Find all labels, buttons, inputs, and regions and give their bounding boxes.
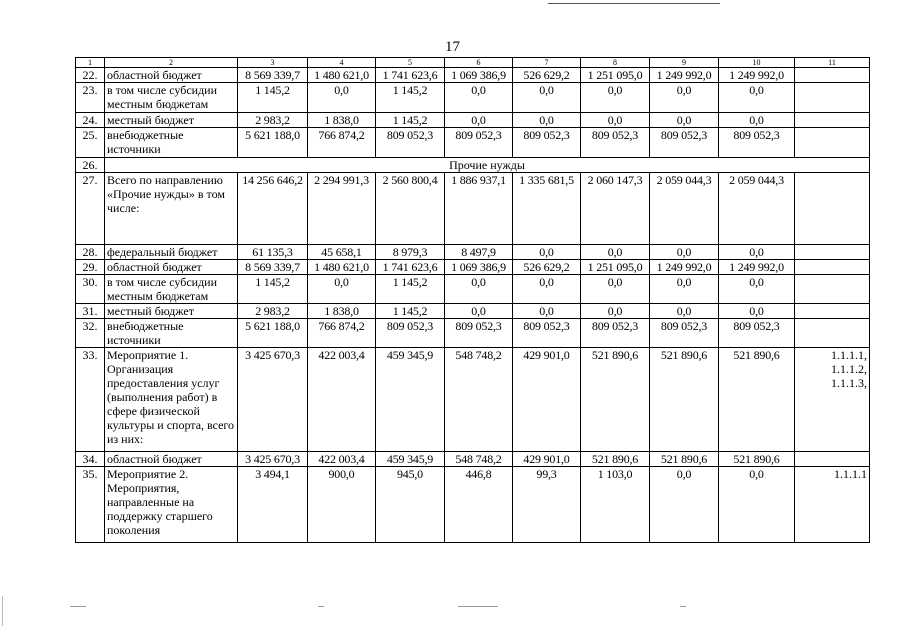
- row-number: 22.: [76, 68, 105, 83]
- budget-table: [75, 57, 870, 543]
- value-cell: 548 748,2: [445, 452, 513, 467]
- value-cell: 1 145,2: [376, 83, 445, 113]
- row-number: 29.: [76, 260, 105, 275]
- reference-cell: 1.1.1.1, 1.1.1.2, 1.1.1.3,: [795, 348, 870, 452]
- value-cell: 2 983,2: [238, 304, 308, 319]
- table-row: [76, 319, 870, 348]
- value-cell: 0,0: [719, 113, 795, 128]
- row-number: 35.: [76, 467, 105, 543]
- value-cell: 0,0: [445, 275, 513, 304]
- col-header: 5: [376, 58, 445, 68]
- value-cell: 0,0: [581, 245, 650, 260]
- value-cell: 2 560 800,4: [376, 173, 445, 245]
- row-label: областной бюджет: [105, 452, 238, 467]
- reference-cell: [795, 319, 870, 348]
- table-row: [76, 83, 870, 113]
- value-cell: 99,3: [513, 467, 581, 543]
- table-row: [76, 452, 870, 467]
- value-cell: 809 052,3: [445, 128, 513, 158]
- col-header: 1: [76, 58, 105, 68]
- value-cell: 446,8: [445, 467, 513, 543]
- value-cell: 422 003,4: [308, 452, 376, 467]
- value-cell: 0,0: [581, 83, 650, 113]
- value-cell: 0,0: [719, 467, 795, 543]
- row-number: 28.: [76, 245, 105, 260]
- value-cell: 1 335 681,5: [513, 173, 581, 245]
- value-cell: 1 249 992,0: [650, 260, 719, 275]
- row-label: внебюджетные источники: [105, 128, 238, 158]
- value-cell: 809 052,3: [445, 319, 513, 348]
- row-number: 32.: [76, 319, 105, 348]
- top-rule: [548, 3, 720, 4]
- value-cell: 0,0: [308, 83, 376, 113]
- section-title: Прочие нужды: [105, 158, 870, 173]
- value-cell: 8 979,3: [376, 245, 445, 260]
- table-row: [76, 275, 870, 304]
- row-number: 30.: [76, 275, 105, 304]
- col-header: 6: [445, 58, 513, 68]
- col-header: 4: [308, 58, 376, 68]
- value-cell: 0,0: [513, 275, 581, 304]
- value-cell: 1 069 386,9: [445, 68, 513, 83]
- value-cell: 429 901,0: [513, 452, 581, 467]
- reference-cell: [795, 128, 870, 158]
- value-cell: 1 480 621,0: [308, 260, 376, 275]
- value-cell: 5 621 188,0: [238, 128, 308, 158]
- value-cell: 0,0: [650, 245, 719, 260]
- table-row: [76, 260, 870, 275]
- value-cell: 809 052,3: [376, 128, 445, 158]
- value-cell: 2 059 044,3: [719, 173, 795, 245]
- column-number-row: [76, 58, 870, 68]
- table-row: [76, 348, 870, 452]
- value-cell: 5 621 188,0: [238, 319, 308, 348]
- value-cell: 809 052,3: [581, 319, 650, 348]
- page-number: 17: [445, 39, 460, 55]
- value-cell: 1 249 992,0: [719, 260, 795, 275]
- value-cell: 1 145,2: [238, 83, 308, 113]
- reference-cell: [795, 68, 870, 83]
- value-cell: 0,0: [650, 83, 719, 113]
- table-row: [76, 304, 870, 319]
- value-cell: 45 658,1: [308, 245, 376, 260]
- row-number: 27.: [76, 173, 105, 245]
- value-cell: 2 060 147,3: [581, 173, 650, 245]
- row-label: Мероприятие 2. Мероприятия, направленные на поддержку старшего поколения: [105, 467, 238, 543]
- value-cell: 1 069 386,9: [445, 260, 513, 275]
- row-label: Мероприятие 1. Организация предоставления услуг (выполнения работ) в сфере физической культуры и спорта, всего из них:: [105, 348, 238, 452]
- value-cell: 0,0: [581, 275, 650, 304]
- value-cell: 3 425 670,3: [238, 348, 308, 452]
- value-cell: 0,0: [445, 113, 513, 128]
- scan-edge-mark: [2, 596, 3, 626]
- value-cell: 8 569 339,7: [238, 260, 308, 275]
- value-cell: 521 890,6: [719, 348, 795, 452]
- reference-cell: [795, 452, 870, 467]
- value-cell: 521 890,6: [650, 348, 719, 452]
- value-cell: 1 838,0: [308, 304, 376, 319]
- table-row: [76, 128, 870, 158]
- value-cell: 526 629,2: [513, 68, 581, 83]
- bleed-through-marks: [70, 606, 770, 612]
- value-cell: 0,0: [719, 275, 795, 304]
- reference-cell: [795, 245, 870, 260]
- value-cell: 521 890,6: [719, 452, 795, 467]
- value-cell: 0,0: [650, 113, 719, 128]
- row-label: местный бюджет: [105, 304, 238, 319]
- value-cell: 2 294 991,3: [308, 173, 376, 245]
- col-header: 9: [650, 58, 719, 68]
- value-cell: 1 886 937,1: [445, 173, 513, 245]
- row-number: 25.: [76, 128, 105, 158]
- value-cell: 0,0: [719, 304, 795, 319]
- value-cell: 1 249 992,0: [719, 68, 795, 83]
- value-cell: 8 497,9: [445, 245, 513, 260]
- value-cell: 1 145,2: [238, 275, 308, 304]
- table-row: [76, 173, 870, 245]
- row-label: областной бюджет: [105, 260, 238, 275]
- row-label: в том числе субсидии местным бюджетам: [105, 275, 238, 304]
- value-cell: 422 003,4: [308, 348, 376, 452]
- value-cell: 0,0: [650, 467, 719, 543]
- row-label: местный бюджет: [105, 113, 238, 128]
- value-cell: 0,0: [719, 245, 795, 260]
- reference-cell: [795, 275, 870, 304]
- row-number: 23.: [76, 83, 105, 113]
- row-number: 31.: [76, 304, 105, 319]
- value-cell: 1 741 623,6: [376, 68, 445, 83]
- value-cell: 1 251 095,0: [581, 260, 650, 275]
- value-cell: 459 345,9: [376, 348, 445, 452]
- col-header: 11: [795, 58, 870, 68]
- value-cell: 766 874,2: [308, 128, 376, 158]
- row-label: внебюджетные источники: [105, 319, 238, 348]
- value-cell: 809 052,3: [650, 128, 719, 158]
- value-cell: 0,0: [719, 83, 795, 113]
- value-cell: 1 838,0: [308, 113, 376, 128]
- table-row: [76, 467, 870, 543]
- value-cell: 526 629,2: [513, 260, 581, 275]
- value-cell: 1 145,2: [376, 304, 445, 319]
- reference-cell: [795, 113, 870, 128]
- value-cell: 0,0: [650, 275, 719, 304]
- row-label: федеральный бюджет: [105, 245, 238, 260]
- value-cell: 521 890,6: [581, 452, 650, 467]
- value-cell: 1 741 623,6: [376, 260, 445, 275]
- value-cell: 809 052,3: [513, 128, 581, 158]
- value-cell: 0,0: [513, 83, 581, 113]
- table-row: [76, 113, 870, 128]
- value-cell: 521 890,6: [650, 452, 719, 467]
- col-header: 7: [513, 58, 581, 68]
- value-cell: 0,0: [445, 304, 513, 319]
- value-cell: 809 052,3: [581, 128, 650, 158]
- value-cell: 0,0: [513, 245, 581, 260]
- value-cell: 1 249 992,0: [650, 68, 719, 83]
- row-number: 24.: [76, 113, 105, 128]
- row-label: Всего по направлению «Прочие нужды» в том числе:: [105, 173, 238, 245]
- reference-cell: [795, 304, 870, 319]
- row-number: 34.: [76, 452, 105, 467]
- value-cell: 8 569 339,7: [238, 68, 308, 83]
- col-header: 3: [238, 58, 308, 68]
- value-cell: 0,0: [581, 113, 650, 128]
- value-cell: 3 494,1: [238, 467, 308, 543]
- value-cell: 0,0: [445, 83, 513, 113]
- value-cell: 459 345,9: [376, 452, 445, 467]
- value-cell: 766 874,2: [308, 319, 376, 348]
- reference-cell: [795, 83, 870, 113]
- value-cell: 0,0: [650, 304, 719, 319]
- table-row: [76, 245, 870, 260]
- section-row: [76, 158, 870, 173]
- row-number: 26.: [76, 158, 105, 173]
- value-cell: 809 052,3: [376, 319, 445, 348]
- value-cell: 0,0: [513, 304, 581, 319]
- value-cell: 809 052,3: [650, 319, 719, 348]
- row-number: 33.: [76, 348, 105, 452]
- value-cell: 429 901,0: [513, 348, 581, 452]
- col-header: 8: [581, 58, 650, 68]
- row-label: областной бюджет: [105, 68, 238, 83]
- value-cell: 3 425 670,3: [238, 452, 308, 467]
- value-cell: 521 890,6: [581, 348, 650, 452]
- reference-cell: 1.1.1.1: [795, 467, 870, 543]
- col-header: 2: [105, 58, 238, 68]
- value-cell: 2 983,2: [238, 113, 308, 128]
- value-cell: 1 145,2: [376, 275, 445, 304]
- reference-cell: [795, 173, 870, 245]
- value-cell: 809 052,3: [719, 128, 795, 158]
- value-cell: 2 059 044,3: [650, 173, 719, 245]
- value-cell: 0,0: [308, 275, 376, 304]
- value-cell: 0,0: [513, 113, 581, 128]
- value-cell: 61 135,3: [238, 245, 308, 260]
- value-cell: 0,0: [581, 304, 650, 319]
- value-cell: 14 256 646,2: [238, 173, 308, 245]
- value-cell: 1 145,2: [376, 113, 445, 128]
- value-cell: 900,0: [308, 467, 376, 543]
- value-cell: 945,0: [376, 467, 445, 543]
- value-cell: 809 052,3: [719, 319, 795, 348]
- value-cell: 1 480 621,0: [308, 68, 376, 83]
- value-cell: 548 748,2: [445, 348, 513, 452]
- reference-cell: [795, 260, 870, 275]
- row-label: в том числе субсидии местным бюджетам: [105, 83, 238, 113]
- value-cell: 1 251 095,0: [581, 68, 650, 83]
- col-header: 10: [719, 58, 795, 68]
- table-row: [76, 68, 870, 83]
- value-cell: 809 052,3: [513, 319, 581, 348]
- value-cell: 1 103,0: [581, 467, 650, 543]
